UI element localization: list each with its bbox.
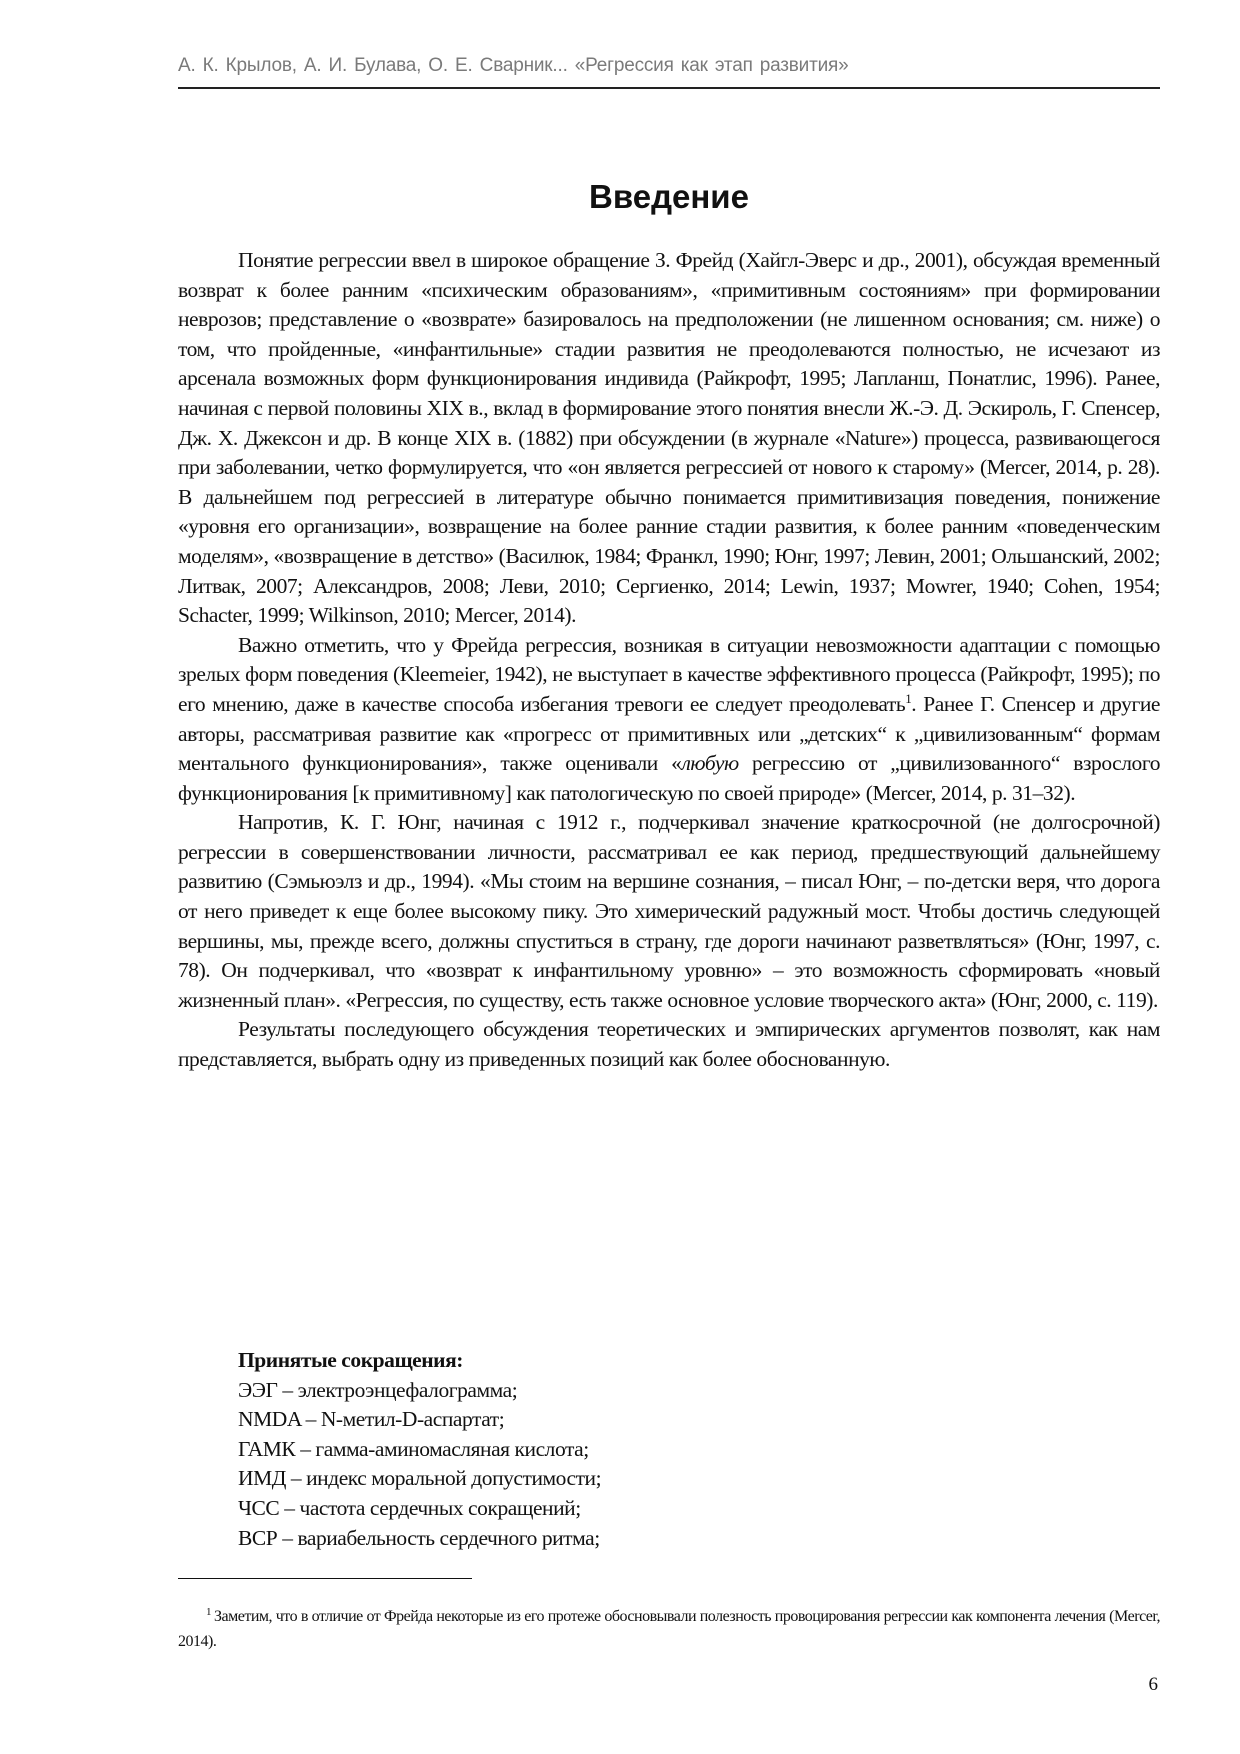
footnote-text: Заметим, что в отличие от Фрейда некоторые из его протеже обосновывали полезность провоцирования регрессии как компонента лечения (Mercer, 2014). <box>178 1608 1160 1650</box>
paragraph: Понятие регрессии ввел в широкое обращение З. Фрейд (Хайгл-Эверс и др., 2001), обсуждая временный возврат к более ранним «психическим образованиям», «примитивным состояниям» при формировании неврозов; представление о «возврате» базировалось на предположении (не лишенном основания; см. ниже) о том, что пройденные, «инфантильные» стадии развития не преодолеваются полностью, не исчезают из арсенала возможных форм функционирования индивида (Райкрофт, 1995; Лапланш, Понатлис, 1996). Ранее, начиная с первой половины XIX в., вклад в формирование этого понятия внесли Ж.-Э. Д. Эскироль, Г. Спенсер, Дж. Х. Джексон и др. В конце XIX в. (1882) при обсуждении (в журнале «Nature») процесса, развивающегося при заболевании, четко формулируется, что «он является регрессией от нового к старому» (Mercer, 2014, p. 28). В дальнейшем под регрессией в литературе обычно понимается примитивизация поведения, понижение «уровня его организации», возвращение на более ранние стадии развития, к более ранним «поведенческим моделям», «возвращение в детство» (Василюк, 1984; Франкл, 1990; Юнг, 1997; Левин, 2001; Ольшанский, 2002; Литвак, 2007; Александров, 2008; Леви, 2010; Сергиенко, 2014; Lewin, 1937; Mowrer, 1940; Cohen, 1954; Schacter, 1999; Wilkinson, 2010; Mercer, 2014). <box>178 248 1160 628</box>
abbreviations-list <box>238 1346 601 1553</box>
paragraph: Напротив, К. Г. Юнг, начиная с 1912 г., подчеркивал значение краткосрочной (не долгосрочной) регрессии в совершенствовании личности, рассматривал ее как период, предшествующий дальнейшему развитию (Сэмьюэлз и др., 1994). «Мы стоим на вершине сознания, – писал Юнг, – по-детски веря, что дорога от него приведет к еще более высокому пику. Это химерический радужный мост. Чтобы достичь следующей вершины, мы, прежде всего, должны спуститься в страну, где дороги начинают разветвляться» (Юнг, 1997, с. 78). Он подчеркивал, что «возврат к инфантильному уровню» – это возможность сформировать «новый жизненный план». «Регрессия, по существу, есть также основное условие творческого акта» (Юнг, 2000, с. 119). <box>178 810 1160 1012</box>
abbreviation-item: ЧСС – частота сердечных сокращений; <box>238 1495 581 1520</box>
header-rule <box>178 87 1160 89</box>
paragraph-text: регрессию от „цивилизованного“ взрослого функционирования [к примитивному] как патологическую по своей природе» (Mercer, 2014, p. 31–32). <box>178 751 1160 805</box>
footnote <box>178 1600 1160 1654</box>
running-header: А. К. Крылов, А. И. Булава, О. Е. Сварник... «Регрессия как этап развития» <box>178 55 849 76</box>
paragraph: Результаты последующего обсуждения теоретических и эмпирических аргументов позволят, как нам представляется, выбрать одну из приведенных позиций как более обоснованную. <box>178 1017 1160 1072</box>
paragraph-text: Важно отметить, что у Фрейда регрессия, возникая в ситуации невозможности адаптации с помощью зрелых форм поведения (Kleemeier, 1942), не выступает в качестве эффективного процесса (Райкрофт, 1995); по его мнению, даже в качестве способа избегания тревоги ее следует преодолевать <box>178 632 1160 716</box>
abbreviation-item: ЭЭГ – электроэнцефалограмма; <box>238 1377 518 1402</box>
section-title: Введение <box>589 178 749 215</box>
footnote-paragraph <box>178 1600 1160 1654</box>
footnote-reference[interactable]: 1 <box>905 690 912 706</box>
paragraph-text: . Ранее Г. Спенсер и другие авторы, рассматривая развитие как «прогресс от примитивных или „детских“ к „цивилизованным“ формам ментального функционирования», также оценивали « <box>178 691 1161 776</box>
body-text <box>178 246 1160 1075</box>
emphasized-text: любую <box>681 751 739 776</box>
paragraph <box>178 631 1160 809</box>
footnote-separator <box>178 1578 472 1579</box>
abbreviation-item: ГАМК – гамма-аминомасляная кислота; <box>238 1436 589 1461</box>
abbreviation-item: ИМД – индекс моральной допустимости; <box>238 1466 602 1491</box>
footnote-marker: 1 <box>206 1606 211 1618</box>
abbreviation-item: NMDA – N-метил-D-аспартат; <box>238 1407 505 1432</box>
abbreviation-item: ВСР – вариабельность сердечного ритма; <box>238 1525 600 1550</box>
page-number: 6 <box>1148 1674 1158 1695</box>
abbreviations-heading: Принятые сокращения: <box>238 1348 464 1372</box>
